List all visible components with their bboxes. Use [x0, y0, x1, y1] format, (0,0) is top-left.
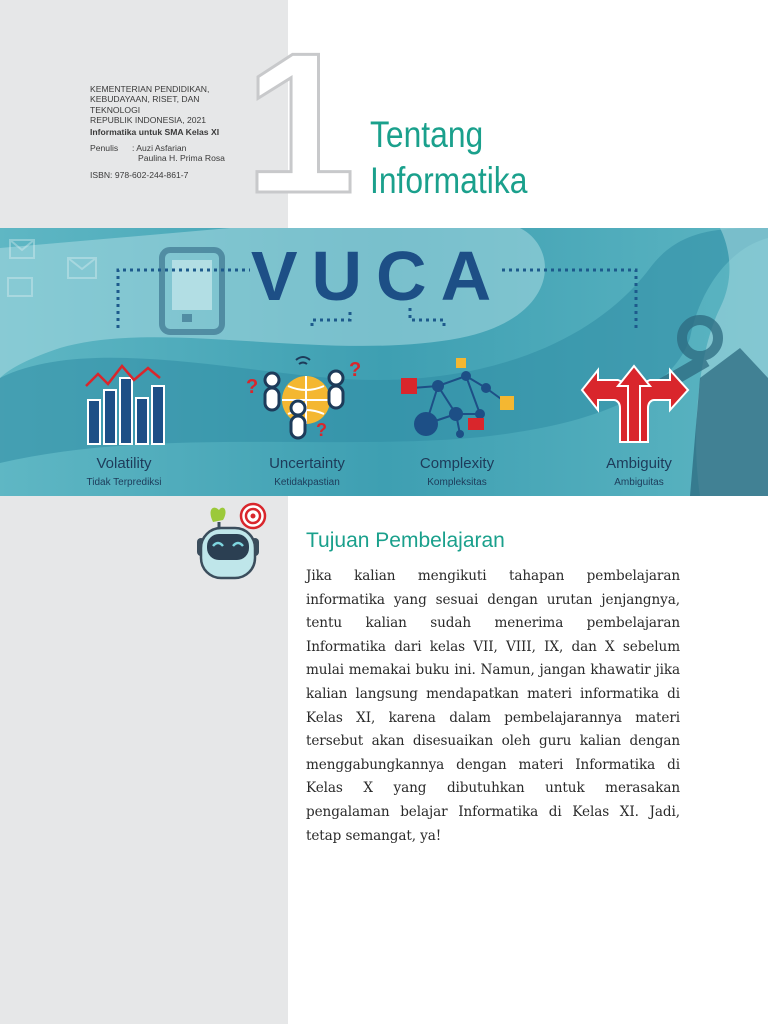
author-1: : Auzi Asfarian — [132, 143, 187, 154]
question-mark-2: ? — [349, 359, 362, 381]
section-body: Jika kalian mengikuti tahapan pembelajaran informatika yang sesuai dengan urutan jenjangnya, tentu kalian sudah menerima pembelajaran Informatika dari kelas VII, VIII, IX, dan X sebelum mulai memakai buku ini. Namun, jangan khawatir jika kalian langsung mendapatkan materi informatika di Kelas XI, karena dalam pembelajarannya materi tersebut akan disesuaikan oleh guru kalian dengan menggabungkannya dengan materi Informatika di Kelas X yang dibutuhkan untuk merasakan pengalaman belajar Informatika di Kelas XI. Jadi, tetap semangat, ya! — [306, 568, 680, 844]
sublabel-complexity: Kompleksitas — [427, 477, 487, 488]
chapter-title — [370, 112, 527, 204]
publisher-line-4: REPUBLIK INDONESIA, 2021 — [90, 115, 207, 126]
publisher-line-3: TEKNOLOGI — [90, 104, 141, 115]
label-volatility: Volatility — [96, 455, 152, 472]
vuca-banner — [0, 228, 768, 496]
publisher-line-2: KEBUDAYAAN, RISET, DAN — [90, 94, 200, 105]
robot-mascot-icon — [193, 500, 277, 584]
chapter-title-line-2: Informatika — [370, 160, 528, 201]
chapter-number-text: 1 — [244, 20, 356, 220]
vuca-heading: VUCA — [250, 237, 506, 315]
book-title: Informatika untuk SMA Kelas XI — [90, 126, 220, 137]
label-uncertainty: Uncertainty — [269, 455, 345, 472]
label-ambiguity: Ambiguity — [606, 455, 672, 472]
sublabel-volatility: Tidak Terprediksi — [86, 477, 162, 488]
question-mark-1: ? — [246, 376, 259, 398]
section-title: Tujuan Pembelajaran — [306, 529, 505, 552]
chapter-number — [240, 20, 370, 220]
chapter-title-line-1: Tentang — [370, 114, 484, 155]
sublabel-uncertainty: Ketidakpastian — [274, 477, 340, 488]
sublabel-ambiguity: Ambiguitas — [614, 477, 664, 488]
publisher-line-1: KEMENTERIAN PENDIDIKAN, — [90, 84, 210, 94]
isbn: ISBN: 978-602-244-861-7 — [90, 169, 189, 180]
label-complexity: Complexity — [419, 455, 495, 472]
question-mark-3: ? — [316, 420, 327, 440]
author-2: Paulina H. Prima Rosa — [138, 153, 225, 164]
authors-label: Penulis — [90, 143, 119, 154]
